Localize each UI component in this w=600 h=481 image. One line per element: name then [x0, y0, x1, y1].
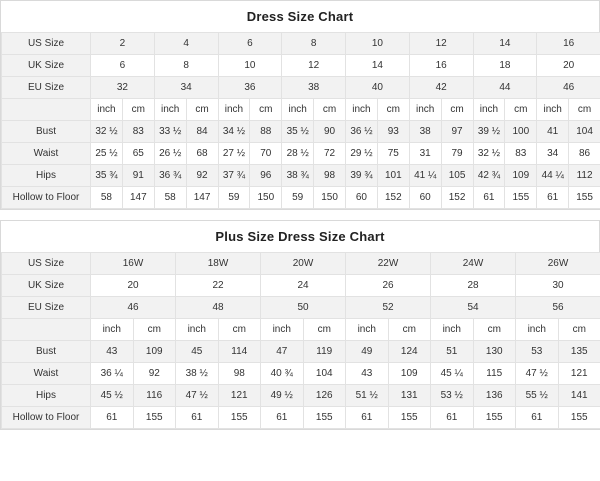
table-cell: 121	[558, 363, 600, 385]
table-cell: 130	[473, 341, 516, 363]
table-cell: 61	[346, 407, 389, 429]
table-cell: 46	[537, 77, 600, 99]
table-cell: 155	[303, 407, 346, 429]
table-cell: 10	[218, 55, 282, 77]
table-cell: 26 ½	[154, 143, 186, 165]
table-cell: 42	[409, 77, 473, 99]
table-cell: 37 ¾	[218, 165, 250, 187]
table-cell: 41	[537, 121, 569, 143]
table-cell: 36 ¼	[91, 363, 134, 385]
table-cell: 101	[377, 165, 409, 187]
table-cell: 16W	[91, 253, 176, 275]
table-cell: 97	[441, 121, 473, 143]
table-cell: cm	[569, 99, 600, 121]
table-cell: 96	[250, 165, 282, 187]
table-cell: 55 ½	[516, 385, 559, 407]
table-cell: 36	[218, 77, 282, 99]
table-cell: 52	[346, 297, 431, 319]
table-row	[2, 341, 600, 363]
table-cell: cm	[314, 99, 346, 121]
table-cell: 6	[91, 55, 155, 77]
table-cell: 141	[558, 385, 600, 407]
table-cell: 44 ¼	[537, 165, 569, 187]
table-cell: 45	[176, 341, 219, 363]
table-cell: 40 ¾	[261, 363, 304, 385]
table-cell: cm	[505, 99, 537, 121]
table-row	[2, 275, 600, 297]
table-cell: 14	[473, 33, 537, 55]
table-cell: 54	[431, 297, 516, 319]
table-cell: 10	[346, 33, 410, 55]
table-cell: 115	[473, 363, 516, 385]
table-cell: 61	[473, 187, 505, 209]
table-cell: 31	[409, 143, 441, 165]
table-cell: 155	[218, 407, 261, 429]
dress-size-chart-title: Dress Size Chart	[1, 1, 599, 32]
table-cell: 155	[569, 187, 600, 209]
row-header	[2, 319, 91, 341]
table-cell: inch	[282, 99, 314, 121]
table-cell: 61	[91, 407, 134, 429]
table-cell: 152	[377, 187, 409, 209]
table-cell: 51	[431, 341, 474, 363]
row-header: EU Size	[2, 297, 91, 319]
table-cell: 104	[569, 121, 600, 143]
table-cell: 47 ½	[516, 363, 559, 385]
table-cell: 109	[388, 363, 431, 385]
table-cell: 47 ½	[176, 385, 219, 407]
table-cell: 86	[569, 143, 600, 165]
table-cell: 34	[154, 77, 218, 99]
table-row	[2, 297, 600, 319]
table-cell: 147	[186, 187, 218, 209]
table-cell: 43	[346, 363, 389, 385]
table-cell: 22	[176, 275, 261, 297]
table-cell: 109	[133, 341, 176, 363]
table-cell: inch	[346, 99, 378, 121]
table-cell: 38 ¾	[282, 165, 314, 187]
table-cell: cm	[186, 99, 218, 121]
table-cell: cm	[377, 99, 409, 121]
table-cell: 124	[388, 341, 431, 363]
table-cell: inch	[473, 99, 505, 121]
table-cell: 36 ¾	[154, 165, 186, 187]
table-cell: 58	[154, 187, 186, 209]
plus-size-chart	[0, 220, 600, 430]
table-cell: 42 ¾	[473, 165, 505, 187]
table-cell: 49 ½	[261, 385, 304, 407]
table-cell: 90	[314, 121, 346, 143]
table-cell: 119	[303, 341, 346, 363]
table-row	[2, 319, 600, 341]
table-cell: 22W	[346, 253, 431, 275]
table-cell: 24W	[431, 253, 516, 275]
table-cell: 12	[282, 55, 346, 77]
table-cell: 38 ½	[176, 363, 219, 385]
table-cell: 61	[537, 187, 569, 209]
table-cell: 98	[218, 363, 261, 385]
row-header: Hips	[2, 165, 91, 187]
table-cell: 29 ½	[346, 143, 378, 165]
table-cell: 59	[282, 187, 314, 209]
table-cell: 150	[250, 187, 282, 209]
table-row	[2, 33, 600, 55]
row-header: UK Size	[2, 275, 91, 297]
table-cell: 46	[91, 297, 176, 319]
table-cell: inch	[91, 99, 123, 121]
row-header: Hollow to Floor	[2, 407, 91, 429]
row-header: Hollow to Floor	[2, 187, 91, 209]
table-cell: 92	[133, 363, 176, 385]
table-cell: 24	[261, 275, 346, 297]
row-header	[2, 99, 91, 121]
table-cell: 36 ½	[346, 121, 378, 143]
table-cell: 61	[431, 407, 474, 429]
table-cell: 53 ½	[431, 385, 474, 407]
table-cell: 35 ¾	[91, 165, 123, 187]
table-cell: 131	[388, 385, 431, 407]
table-row	[2, 165, 600, 187]
table-cell: 38	[409, 121, 441, 143]
table-cell: 18W	[176, 253, 261, 275]
table-cell: cm	[122, 99, 154, 121]
table-cell: cm	[473, 319, 516, 341]
table-cell: 72	[314, 143, 346, 165]
table-cell: cm	[218, 319, 261, 341]
table-cell: cm	[441, 99, 473, 121]
table-cell: 26W	[516, 253, 600, 275]
table-cell: 155	[133, 407, 176, 429]
table-row	[2, 385, 600, 407]
row-header: US Size	[2, 33, 91, 55]
table-cell: 155	[388, 407, 431, 429]
table-cell: inch	[176, 319, 219, 341]
table-row	[2, 121, 600, 143]
table-cell: inch	[261, 319, 304, 341]
table-cell: 147	[122, 187, 154, 209]
table-cell: 4	[154, 33, 218, 55]
table-cell: 14	[346, 55, 410, 77]
table-cell: 150	[314, 187, 346, 209]
table-cell: 155	[558, 407, 600, 429]
table-cell: 116	[133, 385, 176, 407]
row-header: UK Size	[2, 55, 91, 77]
table-cell: 32	[91, 77, 155, 99]
plus-size-chart-title: Plus Size Dress Size Chart	[1, 221, 599, 252]
table-cell: 49	[346, 341, 389, 363]
table-cell: 136	[473, 385, 516, 407]
table-cell: 16	[409, 55, 473, 77]
table-cell: 104	[303, 363, 346, 385]
table-cell: 60	[409, 187, 441, 209]
table-cell: 65	[122, 143, 154, 165]
table-cell: 61	[516, 407, 559, 429]
table-cell: 39 ¾	[346, 165, 378, 187]
table-cell: 16	[537, 33, 600, 55]
table-cell: 56	[516, 297, 600, 319]
table-cell: 112	[569, 165, 600, 187]
table-cell: inch	[516, 319, 559, 341]
row-header: EU Size	[2, 77, 91, 99]
table-cell: 60	[346, 187, 378, 209]
table-cell: 8	[154, 55, 218, 77]
table-cell: 20W	[261, 253, 346, 275]
table-cell: 32 ½	[473, 143, 505, 165]
table-cell: 45 ½	[91, 385, 134, 407]
row-header: Waist	[2, 143, 91, 165]
table-cell: 35 ½	[282, 121, 314, 143]
table-cell: 92	[186, 165, 218, 187]
table-cell: 84	[186, 121, 218, 143]
table-cell: 105	[441, 165, 473, 187]
table-cell: cm	[133, 319, 176, 341]
table-cell: cm	[250, 99, 282, 121]
row-header: Bust	[2, 121, 91, 143]
table-cell: 28 ½	[282, 143, 314, 165]
dress-size-table-body	[2, 33, 600, 209]
table-row	[2, 187, 600, 209]
table-row	[2, 77, 600, 99]
table-cell: 18	[473, 55, 537, 77]
table-cell: inch	[431, 319, 474, 341]
row-header: US Size	[2, 253, 91, 275]
table-cell: inch	[154, 99, 186, 121]
row-header: Bust	[2, 341, 91, 363]
table-cell: 53	[516, 341, 559, 363]
table-cell: 33 ½	[154, 121, 186, 143]
table-cell: 20	[91, 275, 176, 297]
table-cell: 83	[505, 143, 537, 165]
table-cell: cm	[388, 319, 431, 341]
table-cell: 2	[91, 33, 155, 55]
table-cell: 114	[218, 341, 261, 363]
table-cell: 44	[473, 77, 537, 99]
table-cell: inch	[537, 99, 569, 121]
table-cell: 70	[250, 143, 282, 165]
plus-size-table	[1, 252, 600, 429]
table-cell: 88	[250, 121, 282, 143]
table-cell: 91	[122, 165, 154, 187]
table-cell: 20	[537, 55, 600, 77]
table-cell: 58	[91, 187, 123, 209]
row-header: Waist	[2, 363, 91, 385]
table-row	[2, 55, 600, 77]
table-cell: 40	[346, 77, 410, 99]
table-cell: 75	[377, 143, 409, 165]
table-cell: 25 ½	[91, 143, 123, 165]
row-header: Hips	[2, 385, 91, 407]
table-cell: 83	[122, 121, 154, 143]
table-cell: 68	[186, 143, 218, 165]
table-cell: 61	[261, 407, 304, 429]
dress-size-chart	[0, 0, 600, 210]
table-cell: 34 ½	[218, 121, 250, 143]
table-cell: cm	[303, 319, 346, 341]
table-cell: 41 ¼	[409, 165, 441, 187]
table-cell: 93	[377, 121, 409, 143]
table-cell: 79	[441, 143, 473, 165]
table-cell: 155	[505, 187, 537, 209]
table-cell: 152	[441, 187, 473, 209]
table-row	[2, 143, 600, 165]
table-cell: 47	[261, 341, 304, 363]
table-cell: 43	[91, 341, 134, 363]
table-cell: 28	[431, 275, 516, 297]
table-cell: inch	[409, 99, 441, 121]
table-cell: 26	[346, 275, 431, 297]
table-cell: 27 ½	[218, 143, 250, 165]
table-cell: 48	[176, 297, 261, 319]
table-row	[2, 253, 600, 275]
table-cell: 135	[558, 341, 600, 363]
table-cell: cm	[558, 319, 600, 341]
plus-size-table-body	[2, 253, 600, 429]
table-cell: inch	[218, 99, 250, 121]
table-cell: 126	[303, 385, 346, 407]
table-row	[2, 363, 600, 385]
table-cell: 30	[516, 275, 600, 297]
table-cell: 34	[537, 143, 569, 165]
table-cell: 12	[409, 33, 473, 55]
table-cell: 51 ½	[346, 385, 389, 407]
table-cell: 32 ½	[91, 121, 123, 143]
dress-size-table	[1, 32, 600, 209]
table-row	[2, 407, 600, 429]
table-cell: 100	[505, 121, 537, 143]
table-cell: inch	[346, 319, 389, 341]
table-cell: 39 ½	[473, 121, 505, 143]
table-cell: 155	[473, 407, 516, 429]
table-cell: 50	[261, 297, 346, 319]
table-cell: 6	[218, 33, 282, 55]
table-cell: inch	[91, 319, 134, 341]
table-cell: 98	[314, 165, 346, 187]
table-cell: 8	[282, 33, 346, 55]
table-cell: 121	[218, 385, 261, 407]
table-cell: 59	[218, 187, 250, 209]
table-cell: 45 ¼	[431, 363, 474, 385]
table-cell: 61	[176, 407, 219, 429]
table-cell: 109	[505, 165, 537, 187]
table-cell: 38	[282, 77, 346, 99]
chart-spacer	[0, 210, 600, 220]
table-row	[2, 99, 600, 121]
